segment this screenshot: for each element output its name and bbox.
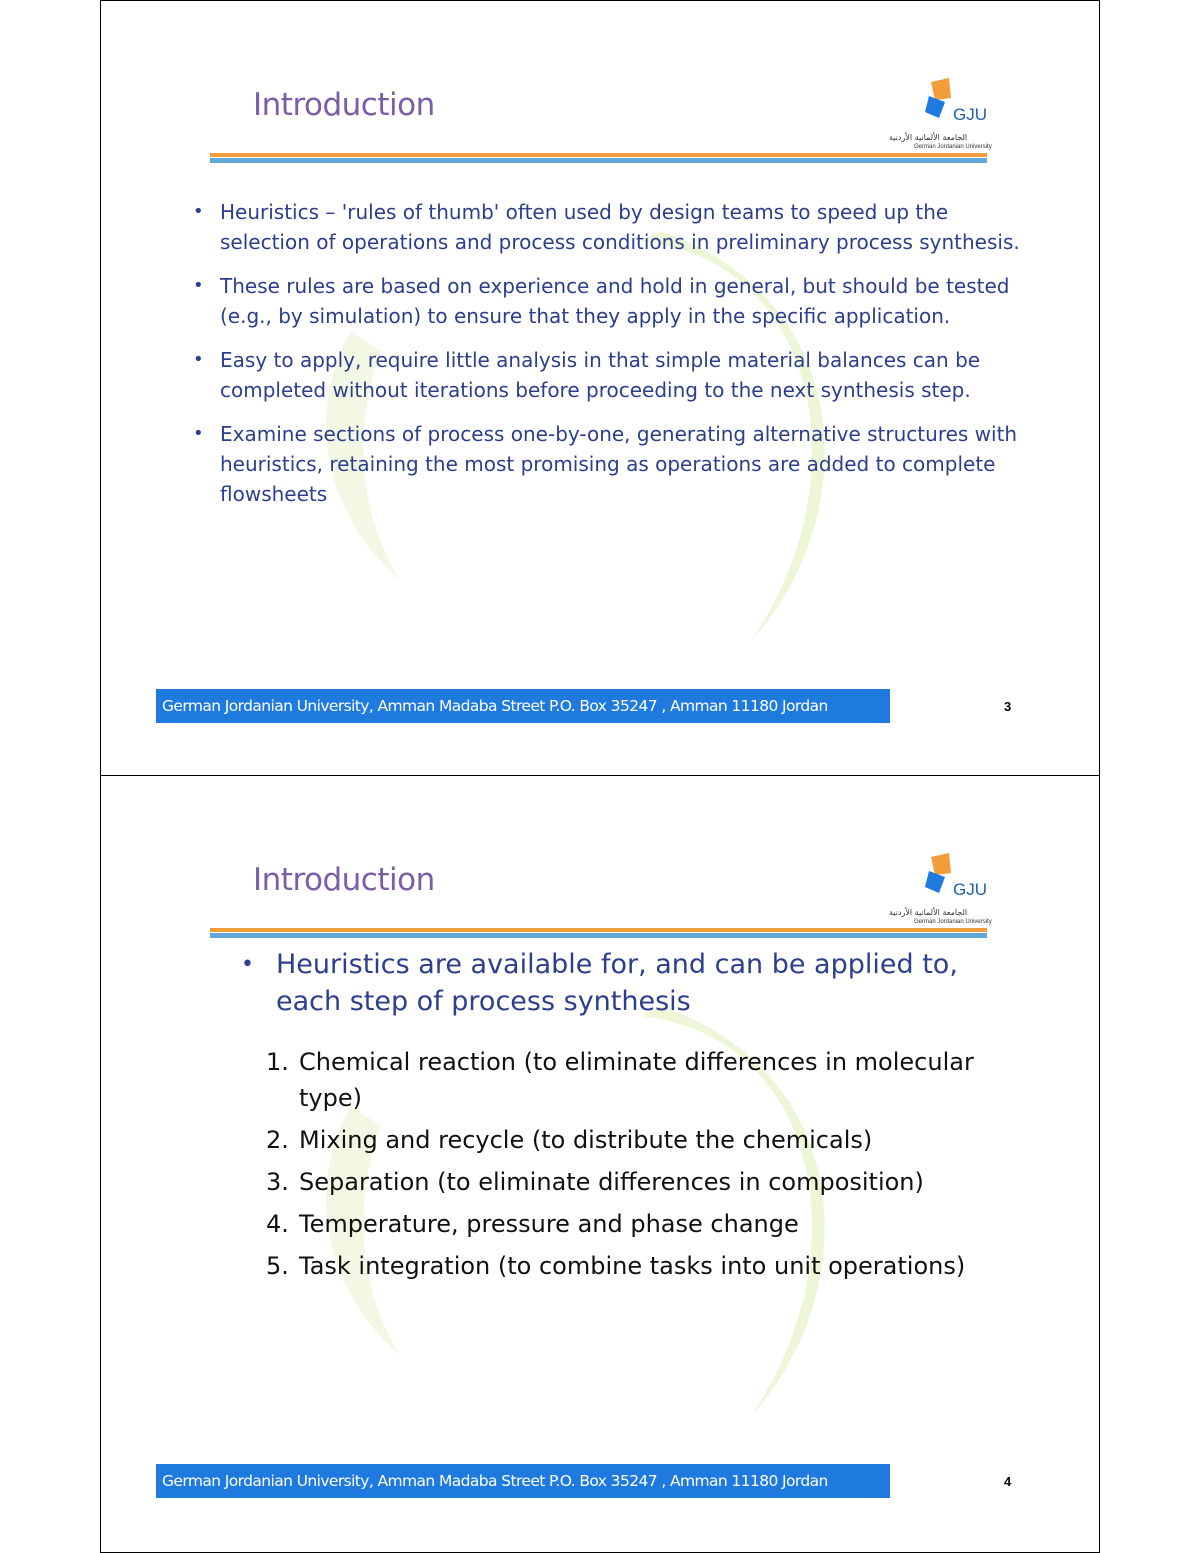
footer-address: German Jordanian University, Amman Madaba Street P.O. Box 35247 , Amman 11180 Jordan [156,1464,890,1498]
page-number: 4 [1004,1474,1012,1489]
slide-title: Introduction [253,862,435,898]
list-item [266,1044,1016,1116]
item-text: Task integration (to combine tasks into unit operations) [299,1252,966,1280]
slide-3 [100,0,1100,777]
list-item [266,1206,1016,1242]
item-text: Separation (to eliminate differences in composition) [299,1168,924,1196]
main-bullet-text: Heuristics are available for, and can be applied to, each step of process synthesis [276,949,958,1017]
list-item [266,1122,1016,1158]
logo-arabic-name: الجامعة الألمانية الأردنية [889,908,968,917]
logo-english-name: German Jordanian University [914,919,992,925]
gju-logo [879,76,1009,156]
slide-title: Introduction [253,87,435,123]
item-text: Mixing and recycle (to distribute the chemicals) [299,1126,873,1154]
item-number: 2. [266,1126,289,1154]
bullet-list [191,197,1021,523]
page-number: 3 [1004,699,1012,714]
logo-abbr: GJU [953,105,987,124]
bullet-item: • Examine sections of process one-by-one, generating alternative structures with heuristics, retaining the most promising as operations are added to complete flowsheets [191,419,1021,509]
main-bullet [241,946,1021,1020]
item-number: 4. [266,1210,289,1238]
gju-logo [879,851,1009,931]
title-divider [210,928,987,938]
item-text: Chemical reaction (to eliminate differences in molecular type) [299,1048,974,1112]
bullet-item: • These rules are based on experience and hold in general, but should be tested (e.g., by simulation) to ensure that they apply in the specific application. [191,271,1021,331]
logo-arabic-name: الجامعة الألمانية الأردنية [889,133,968,142]
title-divider [210,153,987,163]
bullet-item: • Heuristics – 'rules of thumb' often used by design teams to speed up the selection of operations and process conditions in preliminary process synthesis. [191,197,1021,257]
item-number: 5. [266,1252,289,1280]
item-number: 3. [266,1168,289,1196]
list-item [266,1164,1016,1200]
item-text: Temperature, pressure and phase change [299,1210,799,1238]
slide-4 [100,775,1100,1553]
numbered-list [266,1044,1016,1290]
logo-english-name: German Jordanian University [914,144,992,150]
item-number: 1. [266,1048,289,1076]
bullet-item: • Easy to apply, require little analysis in that simple material balances can be completed without iterations before proceeding to the next synthesis step. [191,345,1021,405]
bullet-dot: • [241,952,254,977]
logo-abbr: GJU [953,880,987,899]
list-item [266,1248,1016,1284]
footer-address: German Jordanian University, Amman Madaba Street P.O. Box 35247 , Amman 11180 Jordan [156,689,890,723]
